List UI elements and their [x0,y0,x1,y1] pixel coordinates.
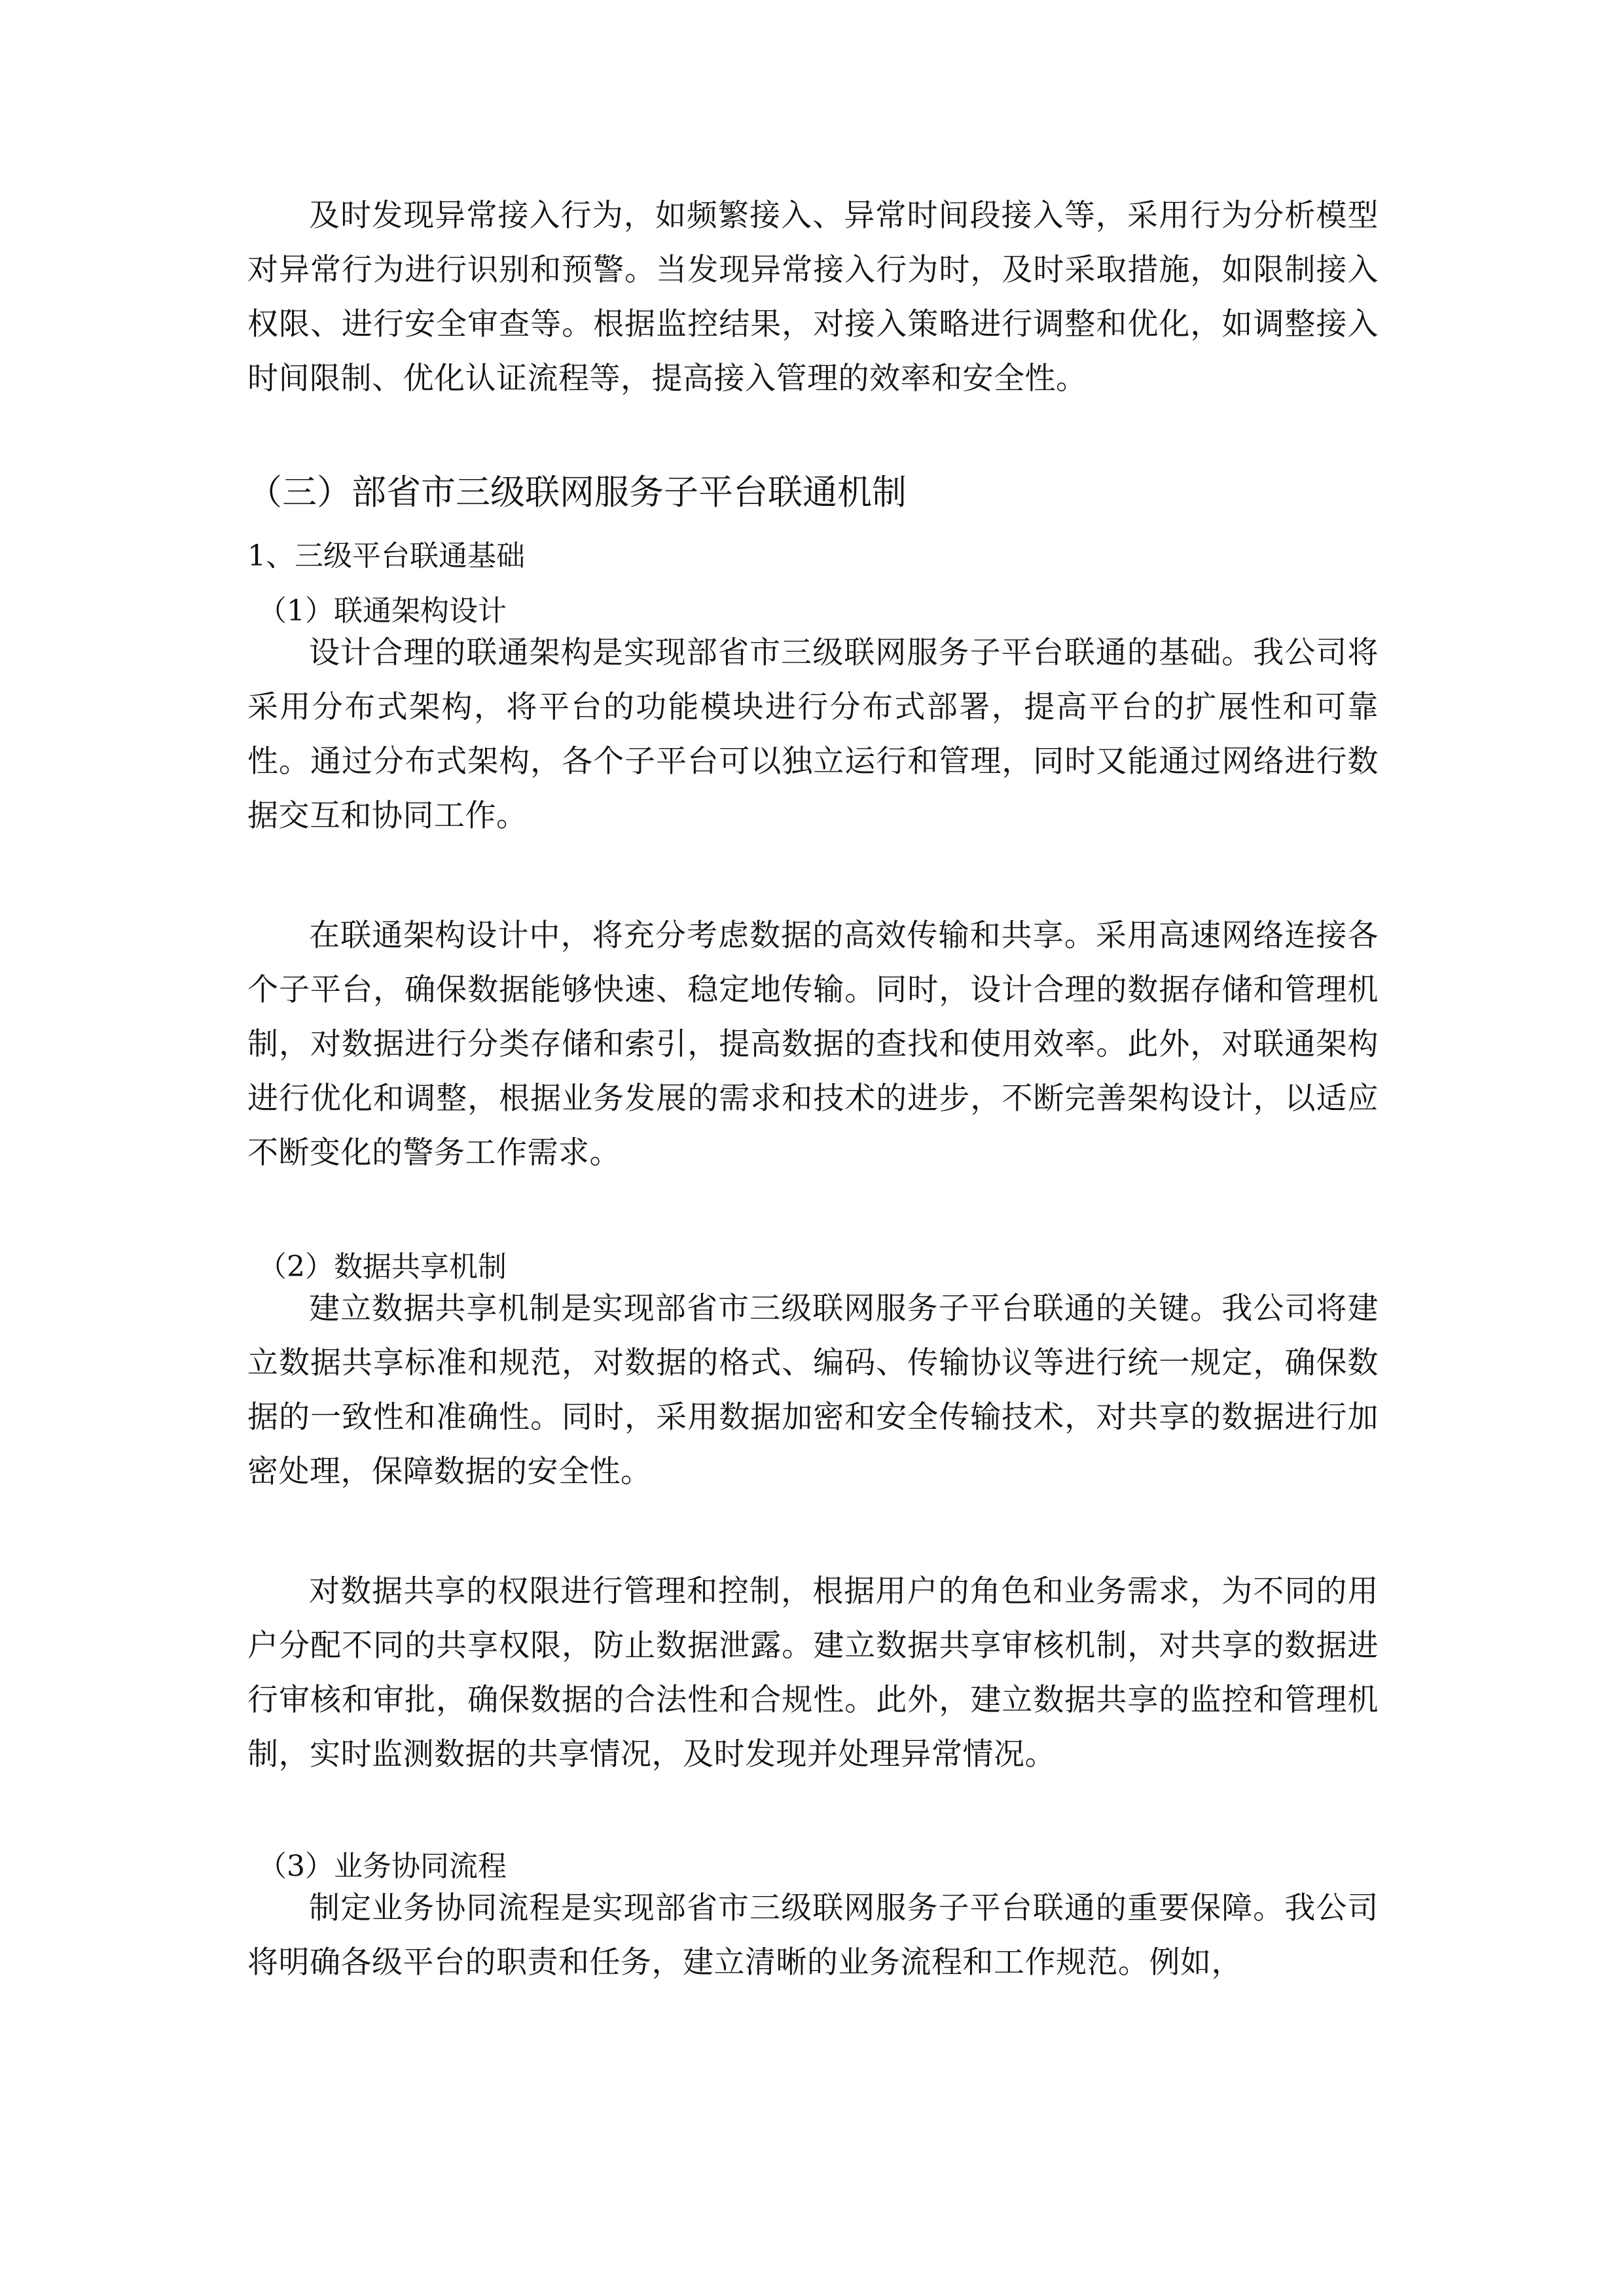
paragraph-business-collaboration: 制定业务协同流程是实现部省市三级联网服务子平台联通的重要保障。我公司将明确各级平台的职责和任务，建立清晰的业务流程和工作规范。例如， [247,1890,1379,1981]
paragraph-architecture-basis: 设计合理的联通架构是实现部省市三级联网服务子平台联通的基础。我公司将采用分布式架构，将平台的功能模块进行分布式部署，提高平台的扩展性和可靠性。通过分布式架构，各个子平台可以独立运行和管理，同时又能通过网络进行数据交互和协同工作。 [247,635,1379,834]
paragraph-abnormal-access: 及时发现异常接入行为，如频繁接入、异常时间段接入等，采用行为分析模型对异常行为进行识别和预警。当发现异常接入行为时，及时采取措施，如限制接入权限、进行安全审查等。根据监控结果，对接入策略进行调整和优化，如调整接入时间限制、优化认证流程等，提高接入管理的效率和安全性。 [247,198,1379,397]
paragraph-sharing-permissions: 对数据共享的权限进行管理和控制，根据用户的角色和业务需求，为不同的用户分配不同的共享权限，防止数据泄露。建立数据共享审核机制，对共享的数据进行审核和审批，确保数据的合法性和合规性。此外，建立数据共享的监控和管理机制，实时监测数据的共享情况，及时发现并处理异常情况。 [247,1573,1379,1772]
section-heading: （三）部省市三级联网服务子平台联通机制 [247,473,907,512]
subsection-heading: 1、三级平台联通基础 [247,539,525,573]
item-heading-data-sharing: （2）数据共享机制 [258,1250,507,1283]
item-heading-architecture: （1）联通架构设计 [258,594,507,628]
paragraph-data-sharing: 建立数据共享机制是实现部省市三级联网服务子平台联通的关键。我公司将建立数据共享标准和规范，对数据的格式、编码、传输协议等进行统一规定，确保数据的一致性和准确性。同时，采用数据加密和安全传输技术，对共享的数据进行加密处理，保障数据的安全性。 [247,1291,1379,1490]
paragraph-architecture-design: 在联通架构设计中，将充分考虑数据的高效传输和共享。采用高速网络连接各个子平台，确保数据能够快速、稳定地传输。同时，设计合理的数据存储和管理机制，对数据进行分类存储和索引，提高数据的查找和使用效率。此外，对联通架构进行优化和调整，根据业务发展的需求和技术的进步，不断完善架构设计，以适应不断变化的警务工作需求。 [247,918,1379,1171]
item-heading-business-collaboration: （3）业务协同流程 [258,1850,507,1883]
